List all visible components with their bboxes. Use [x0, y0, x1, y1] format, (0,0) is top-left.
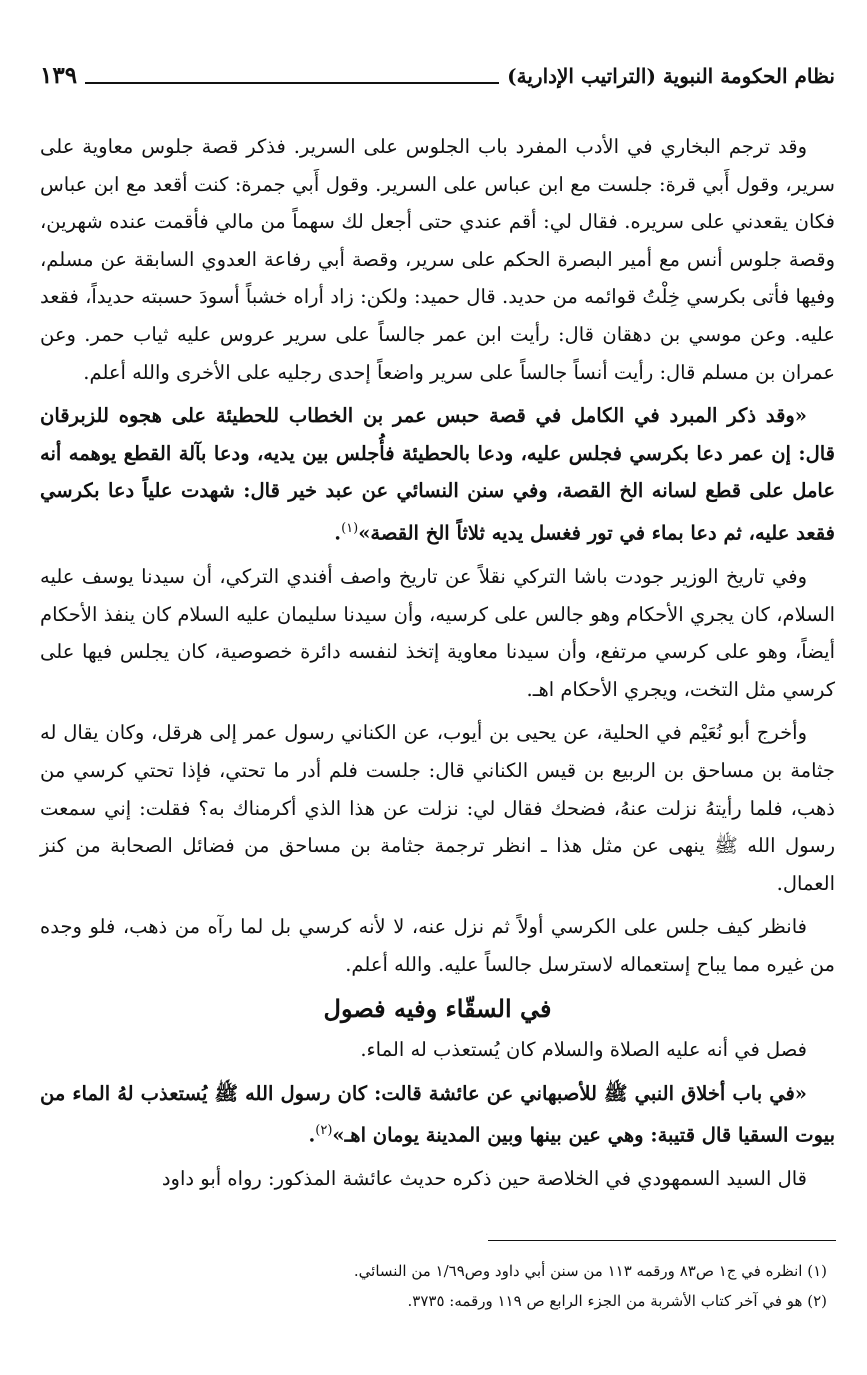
paragraph-5: فانظر كيف جلس على الكرسي أولاً ثم نزل عنه، لا لأنه كرسي بل لما رآه من ذهب، فلو وجده من غيره مما يباح إستعماله لاسترسل جالساً عليه. والله أعلم.: [40, 915, 835, 976]
paragraph-8: قال السيد السمهودي في الخلاصة حين ذكره حديث عائشة المذكور: رواه أبو داود: [161, 1167, 807, 1191]
paragraph-3: وفي تاريخ الوزير جودت باشا التركي نقلاً عن تاريخ واصف أفندي التركي، أن سيدنا يوسف عليه السلام، كان يجري الأحكام وهو جالس على كرسيه، وأن سيدنا سليمان عليه السلام كان ينفذ الأحكام أيضاً، وهو على كرسي مرتفع، وأن سيدنا معاوية إتخذ لنفسه دائرة خصوصية، كان يجلس فيها على كرسي مثل التخت، ويجري الأحكام اهـ.: [40, 565, 835, 701]
running-header-title: نظام الحكومة النبوية (التراتيب الإدارية): [507, 64, 835, 88]
footnote-rule: [488, 1240, 836, 1241]
page-number: ١٣٩: [40, 62, 78, 89]
footnote-2: (٢) هو في آخر كتاب الأشربة من الجزء الرابع ص ١١٩ ورقمه: ٣٧٣٥.: [407, 1292, 827, 1310]
footnotes: [40, 1256, 835, 1316]
main-text: [40, 128, 835, 1204]
paragraph-2-quote: [40, 397, 835, 552]
paragraph-7-end: .: [308, 1123, 316, 1147]
footnote-ref-2[interactable]: (٢): [315, 1123, 333, 1139]
paragraph-7-quote: [40, 1075, 835, 1155]
footnote-ref-1[interactable]: (١): [341, 520, 359, 536]
paragraph-2-text: «وقد ذكر المبرد في الكامل في قصة حبس عمر بن الخطاب للحطيئة على هجوه للزبرقان قال: إن عمر دعا بكرسي فجلس عليه، ودعا بالحطيئة فأُجلس بين يديه، ودعا بآلة القطع يوهمه أنه عامل على قطع لسانه الخ القصة، وفي سنن النسائي عن عبد خير قال: شهدت علياً دعا بكرسي فقعد عليه، ثم دعا بماء في تور فغسل يديه ثلاثاً الخ القصة»: [40, 404, 835, 545]
footnote-1: (١) انظره في ج١ ص٨٣ ورقمه ١١٣ من سنن أبي داود وص١/٦٩ من النسائي.: [353, 1262, 827, 1280]
paragraph-1: وقد ترجم البخاري في الأدب المفرد باب الجلوس على السرير. فذكر قصة جلوس معاوية على سرير، وقول أَبي قرة: جلست مع ابن عباس على السرير. وقول أَبي جمرة: كنت أقعد مع ابن عباس فكان يقعدني على سريره. فقال لي: أقم عندي حتى أجعل لك سهماً من مالي فأقمت عنده شهرين، وقصة جلوس أنس مع أمير البصرة الحكم على سرير، وقصة أبي رفاعة العدوي السابقة عن مسلم، وفيها فأتى بكرسي خِلْتُ قوائمه من حديد. قال حميد: ولكن: زاد أراه خشباً أسودَ حسبته حديداً، فقعد عليه. وعن موسي بن دهقان قال: رأيت ابن عمر جالساً على سرير عروس عليه ثياب حمر. وعن عمران بن مسلم قال: رأيت أنساً جالساً على سرير واضعاً إحدى رجليه على الأخرى والله أعلم.: [40, 135, 835, 384]
paragraph-7-text: «في باب أخلاق النبي ﷺ للأصبهاني عن عائشة قالت: كان رسول الله ﷺ يُستعذب لهُ الماء من بيوت السقيا قال قتيبة: وهي عين بينها وبين المدينة يومان اهـ»: [40, 1081, 835, 1147]
paragraph-4: وأخرج أبو نُعَيْم في الحلية، عن يحيى بن أيوب، عن الكناني رسول عمر إلى هرقل، وكان يقال له جثامة بن مساحق بن الربيع بن قيس الكناني قال: جلست فلم أدر ما تحتي، فإذا تحتي كرسي من ذهب، فلما رأيتهُ نزلت عنهُ، فضحك فقال لي: نزلت عن هذا الذي أكرمناك به؟ فقلت: إني سمعت رسول الله ﷺ ينهى عن مثل هذا ـ انظر ترجمة جثامة بن مساحق من فضائل الصحابة من كنز العمال.: [40, 721, 835, 895]
paragraph-2-end: .: [334, 521, 342, 545]
running-header: [40, 50, 835, 90]
header-rule: [85, 82, 499, 84]
section-heading: في السقّاء وفيه فصول: [323, 993, 552, 1023]
paragraph-6: فصل في أنه عليه الصلاة والسلام كان يُستعذب له الماء.: [360, 1038, 807, 1062]
